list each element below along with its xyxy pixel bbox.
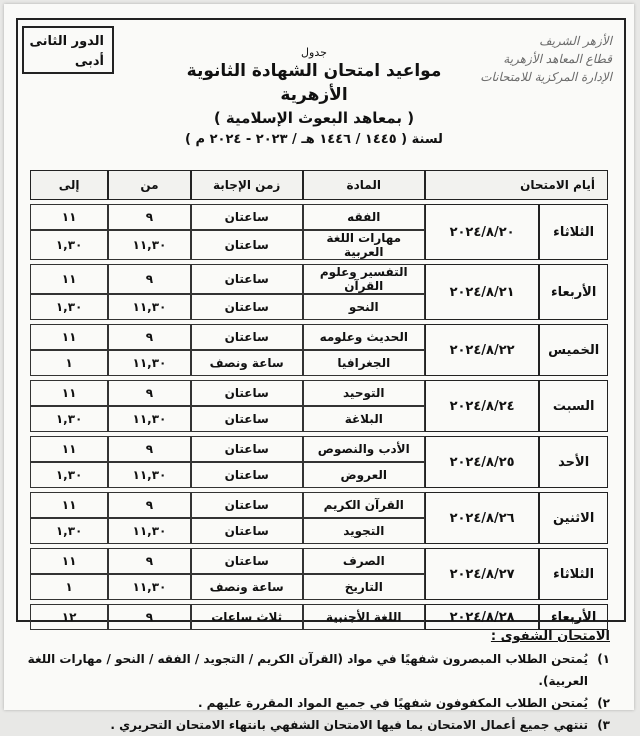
from-time-cell: ٩ [108, 436, 191, 462]
header-year: لسنة ( ١٤٤٥ / ١٤٤٦ هـ / ٢٠٢٣ - ٢٠٢٤ م ) [185, 132, 443, 147]
note-item [10, 692, 610, 714]
logo-line-1: الأزهر الشريف [539, 34, 612, 48]
header-title: مواعيد امتحان الشهادة الثانوية الأزهرية [186, 61, 442, 105]
duration-cell: ساعتان [191, 518, 303, 544]
table-row [30, 264, 608, 294]
duration-cell: ساعة ونصف [191, 574, 303, 600]
header-subtitle: ( بمعاهد البعوث الإسلامية ) [213, 109, 415, 127]
to-time-cell: ١٢ [30, 604, 108, 630]
to-time-cell: ١١ [30, 548, 108, 574]
note-item [10, 714, 610, 736]
duration-cell: ساعة ونصف [191, 350, 303, 376]
to-time-cell: ١١ [30, 264, 108, 294]
exam-date-cell: ٢٠٢٤/٨/٢٥ [425, 436, 539, 488]
from-time-cell: ١١,٣٠ [108, 462, 191, 488]
logo-line-3: الإدارة المركزية للامتحانات [480, 70, 612, 84]
subject-cell: القرآن الكريم [303, 492, 425, 518]
exam-schedule-table [30, 170, 608, 630]
to-time-cell: ١,٣٠ [30, 406, 108, 432]
table-row [30, 324, 608, 350]
duration-cell: ساعتان [191, 204, 303, 230]
from-time-cell: ١١,٣٠ [108, 574, 191, 600]
from-time-cell: ٩ [108, 380, 191, 406]
header-duration: زمن الإجابة [191, 170, 303, 200]
from-time-cell: ٩ [108, 264, 191, 294]
exam-day-cell: الأحد [539, 436, 608, 488]
from-time-cell: ١١,٣٠ [108, 406, 191, 432]
to-time-cell: ١ [30, 350, 108, 376]
from-time-cell: ١١,٣٠ [108, 294, 191, 320]
note-number: ١) [597, 652, 610, 666]
duration-cell: ساعتان [191, 294, 303, 320]
subject-cell: النحو [303, 294, 425, 320]
exam-day-cell: الخميس [539, 324, 608, 376]
exam-day-cell: الثلاثاء [539, 204, 608, 260]
subject-cell: العروض [303, 462, 425, 488]
table-header-row [30, 170, 608, 200]
note-number: ٢) [597, 696, 610, 710]
duration-cell: ساعتان [191, 548, 303, 574]
duration-cell: ساعتان [191, 406, 303, 432]
exam-day-cell: الاثنين [539, 492, 608, 544]
subject-cell: الفقه [303, 204, 425, 230]
oral-exam-notes [10, 626, 610, 736]
exam-date-cell: ٢٠٢٤/٨/٢٠ [425, 204, 539, 260]
note-text: يُمتحن الطلاب المكفوفون شفهيًا في جميع المواد المقررة عليهم . [197, 696, 588, 710]
from-time-cell: ٩ [108, 604, 191, 630]
subject-cell: الجغرافيا [303, 350, 425, 376]
header-from: من [108, 170, 191, 200]
header-label: جدول [301, 46, 327, 59]
to-time-cell: ١١ [30, 324, 108, 350]
exam-date-cell: ٢٠٢٤/٨/٢١ [425, 264, 539, 320]
from-time-cell: ٩ [108, 492, 191, 518]
table-body [30, 200, 608, 630]
duration-cell: ساعتان [191, 230, 303, 260]
from-time-cell: ٩ [108, 324, 191, 350]
subject-cell: البلاغة [303, 406, 425, 432]
table-row [30, 204, 608, 230]
from-time-cell: ١١,٣٠ [108, 350, 191, 376]
exam-day-cell: السبت [539, 380, 608, 432]
note-number: ٣) [597, 718, 610, 732]
exam-date-cell: ٢٠٢٤/٨/٢٦ [425, 492, 539, 544]
duration-cell: ساعتان [191, 436, 303, 462]
exam-day-cell: الأربعاء [539, 604, 608, 630]
to-time-cell: ١,٣٠ [30, 294, 108, 320]
to-time-cell: ١,٣٠ [30, 230, 108, 260]
notes-title: الامتحان الشفوى : [490, 629, 610, 644]
subject-cell: الأدب والنصوص [303, 436, 425, 462]
from-time-cell: ١١,٣٠ [108, 518, 191, 544]
duration-cell: ساعتان [191, 324, 303, 350]
document-page [4, 4, 634, 732]
subject-cell: اللغة الأجنبية [303, 604, 425, 630]
note-text: يُمتحن الطلاب المبصرون شفهيًا في مواد (القرآن الكريم / التجويد / الفقه / النحو / مهارات اللغة العربية). [27, 652, 588, 688]
grade-box [22, 26, 114, 74]
exam-day-cell: الثلاثاء [539, 548, 608, 600]
notes-list [10, 648, 610, 736]
to-time-cell: ١,٣٠ [30, 518, 108, 544]
logo-line-2: قطاع المعاهد الأزهرية [503, 52, 612, 66]
subject-cell: الصرف [303, 548, 425, 574]
exam-date-cell: ٢٠٢٤/٨/٢٨ [425, 604, 539, 630]
exam-date-cell: ٢٠٢٤/٨/٢٢ [425, 324, 539, 376]
header-subject: المادة [303, 170, 425, 200]
header-to: إلى [30, 170, 108, 200]
document-header [164, 46, 464, 151]
table-row [30, 548, 608, 574]
duration-cell: ساعتان [191, 380, 303, 406]
to-time-cell: ١١ [30, 380, 108, 406]
to-time-cell: ١١ [30, 492, 108, 518]
duration-cell: ثلاث ساعات [191, 604, 303, 630]
exam-day-cell: الأربعاء [539, 264, 608, 320]
azhar-logo-stamp [472, 32, 612, 106]
exam-date-cell: ٢٠٢٤/٨/٢٧ [425, 548, 539, 600]
header-days: أيام الامتحان [425, 170, 608, 200]
from-time-cell: ١١,٣٠ [108, 230, 191, 260]
note-text: تنتهي جميع أعمال الامتحان بما فيها الامتحان الشفهي بانتهاء الامتحان التحريري . [110, 718, 588, 732]
duration-cell: ساعتان [191, 492, 303, 518]
from-time-cell: ٩ [108, 204, 191, 230]
grade-line-2: أدبى [74, 54, 104, 69]
subject-cell: التوحيد [303, 380, 425, 406]
from-time-cell: ٩ [108, 548, 191, 574]
subject-cell: مهارات اللغة العربية [303, 230, 425, 260]
subject-cell: الحديث وعلومه [303, 324, 425, 350]
table-row [30, 380, 608, 406]
to-time-cell: ١١ [30, 436, 108, 462]
to-time-cell: ١١ [30, 204, 108, 230]
to-time-cell: ١ [30, 574, 108, 600]
exam-date-cell: ٢٠٢٤/٨/٢٤ [425, 380, 539, 432]
duration-cell: ساعتان [191, 264, 303, 294]
table-row [30, 436, 608, 462]
duration-cell: ساعتان [191, 462, 303, 488]
grade-line-1: الدور الثانى [29, 34, 104, 49]
note-item [10, 648, 610, 692]
to-time-cell: ١,٣٠ [30, 462, 108, 488]
subject-cell: التجويد [303, 518, 425, 544]
subject-cell: التاريخ [303, 574, 425, 600]
table-row [30, 492, 608, 518]
subject-cell: التفسير وعلوم القرآن [303, 264, 425, 294]
